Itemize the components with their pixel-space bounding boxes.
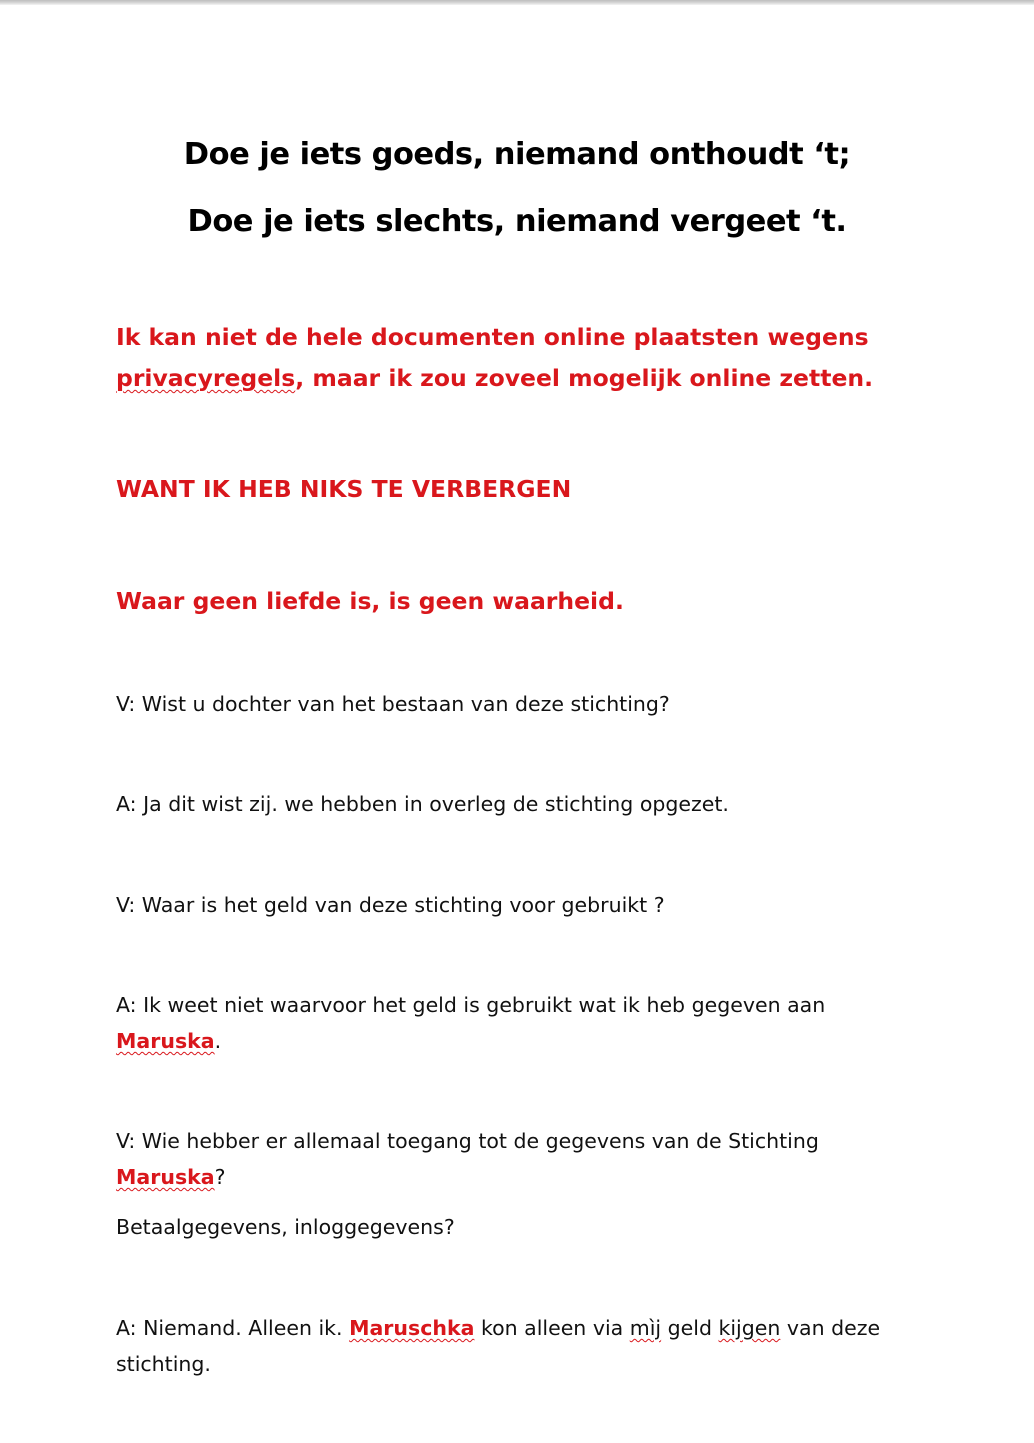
question-2: V: Waar is het geld van deze stichting voor gebruikt ?: [116, 893, 665, 917]
answer-2-line-2: [116, 1023, 916, 1059]
answer-3-text: kon alleen via: [474, 1316, 630, 1340]
question-3: [116, 1123, 916, 1195]
answer-2-end: .: [214, 1029, 222, 1053]
answer-3-line-1: [116, 1310, 916, 1346]
answer-1: A: Ja dit wist zij. we hebben in overleg de stichting opgezet.: [116, 792, 729, 816]
heading-line-1: Doe je iets goeds, niemand onthoudt ‘t;: [183, 137, 851, 172]
spellcheck-flag-maruska[interactable]: Maruska: [116, 1165, 215, 1189]
heading-line-2: Doe je iets slechts, niemand vergeet ‘t.: [187, 204, 847, 239]
answer-3-start: A: Niemand. Alleen ik.: [116, 1316, 350, 1340]
privacy-notice-line-1: Ik kan niet de hele documenten online plaatsten wegens: [116, 323, 869, 351]
statement-heading: WANT IK HEB NIKS TE VERBERGEN: [116, 475, 572, 503]
answer-3-text: geld: [661, 1316, 719, 1340]
answer-2: [116, 987, 916, 1059]
answer-3-text: van deze: [780, 1316, 881, 1340]
question-1: V: Wist u dochter van het bestaan van deze stichting?: [116, 692, 670, 716]
spellcheck-flag-kijgen[interactable]: kijgen: [718, 1316, 781, 1340]
answer-3: [116, 1310, 916, 1382]
quote: Waar geen liefde is, is geen waarheid.: [116, 587, 624, 615]
question-3-line-1: V: Wie hebber er allemaal toegang tot de gegevens van de Stichting: [116, 1129, 819, 1153]
spellcheck-flag-maruschka[interactable]: Maruschka: [349, 1316, 475, 1340]
document-page: [0, 5, 1034, 1443]
answer-2-line-1: A: Ik weet niet waarvoor het geld is gebruikt wat ik heb gegeven aan: [116, 993, 826, 1017]
privacy-notice-line-2: [116, 358, 916, 399]
question-3-line-2: [116, 1159, 916, 1195]
privacy-notice-rest: , maar ik zou zoveel mogelijk online zetten.: [295, 364, 874, 392]
spellcheck-flag-maruska[interactable]: Maruska: [116, 1029, 215, 1053]
question-3-line-3: Betaalgegevens, inloggegevens?: [116, 1215, 455, 1239]
spellcheck-flag-privacyregels[interactable]: privacyregels: [116, 364, 296, 392]
privacy-notice: [116, 317, 916, 399]
question-3-end: ?: [214, 1165, 226, 1189]
spellcheck-flag-mij[interactable]: mìj: [629, 1316, 662, 1340]
answer-3-line-2: stichting.: [116, 1352, 211, 1376]
